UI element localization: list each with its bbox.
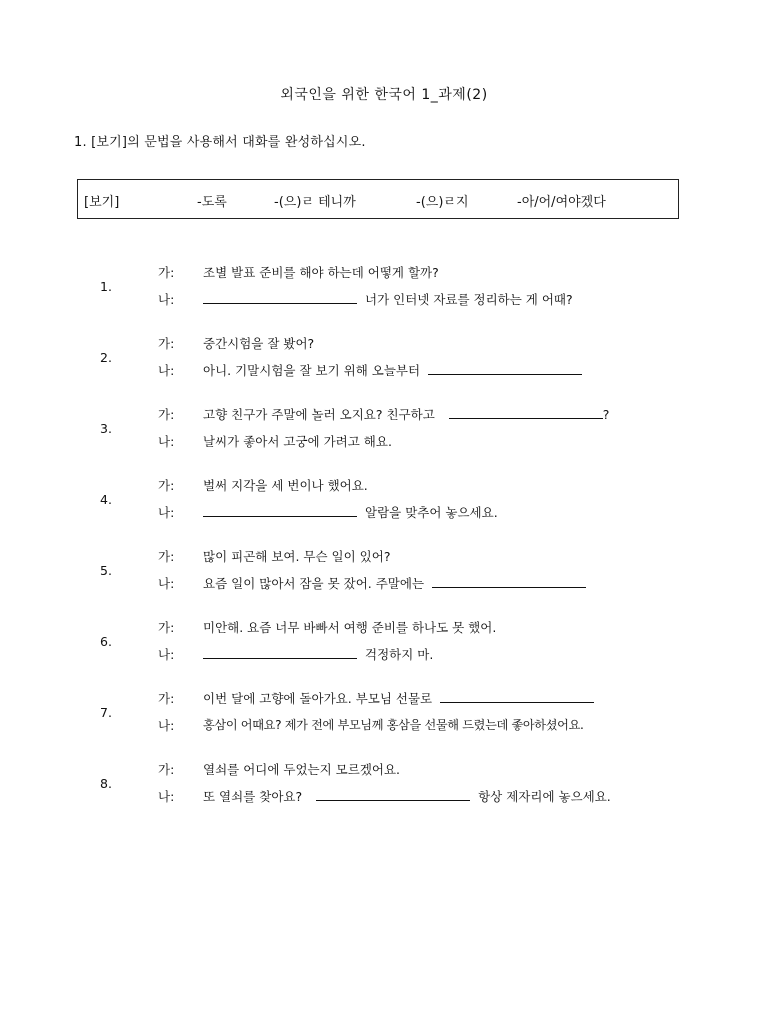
speaker-b: 나: [158, 292, 175, 307]
worksheet-title: 외국인을 위한 한국어 1_과제(2) [280, 87, 488, 103]
speaker-b: 나: [158, 363, 175, 378]
speaker-b: 나: [158, 505, 175, 520]
dialogue-text: 열쇠를 어디에 두었는지 모르겠어요. [203, 762, 401, 777]
item-number: 4. [100, 492, 112, 507]
speaker-b: 나: [158, 789, 175, 804]
speaker-a: 가: [158, 265, 175, 280]
speaker-a: 가: [158, 407, 175, 422]
dialogue-item-8 [0, 764, 768, 824]
speaker-a: 가: [158, 762, 175, 777]
dialogue-text: 조별 발표 준비를 해야 하는데 어떻게 할까? [203, 265, 439, 280]
answer-blank[interactable] [440, 690, 594, 703]
dialogue-item-4 [0, 480, 768, 540]
answer-blank[interactable] [449, 406, 603, 419]
item-number: 3. [100, 421, 112, 436]
answer-blank[interactable] [203, 504, 357, 517]
dialogue-text: 아니. 기말시험을 잘 보기 위해 오늘부터 [203, 361, 582, 379]
answer-blank[interactable] [203, 646, 357, 659]
speaker-a: 가: [158, 478, 175, 493]
answer-blank[interactable] [428, 362, 582, 375]
dialogue-item-7 [0, 693, 768, 753]
dialogue-text: 또 열쇠를 찾아요? 항상 제자리에 놓으세요. [203, 789, 611, 804]
dialogue-text: 중간시험을 잘 봤어? [203, 336, 315, 351]
dialogue-text: 이번 달에 고향에 돌아가요. 부모님 선물로 [203, 689, 594, 707]
item-number: 6. [100, 634, 112, 649]
answer-blank[interactable] [432, 575, 586, 588]
item-number: 1. [100, 279, 112, 294]
item-number: 5. [100, 563, 112, 578]
item-number: 8. [100, 776, 112, 791]
answer-blank[interactable] [203, 291, 357, 304]
dialogue-item-1 [0, 267, 768, 327]
speaker-b: 나: [158, 718, 175, 733]
dialogue-text: 벌써 지각을 세 번이나 했어요. [203, 478, 368, 493]
speaker-b: 나: [158, 647, 175, 662]
dialogue-text: 요즘 일이 많아서 잠을 못 잤어. 주말에는 [203, 574, 586, 592]
dialogue-text: 날씨가 좋아서 고궁에 가려고 해요. [203, 434, 392, 449]
grammar-option: -도록 [197, 195, 227, 210]
dialogue-item-3 [0, 409, 768, 469]
exercise-instruction: 1. [보기]의 문법을 사용해서 대화를 완성하십시오. [74, 135, 366, 150]
item-number: 2. [100, 350, 112, 365]
speaker-a: 가: [158, 620, 175, 635]
dialogue-text: 많이 피곤해 보여. 무슨 일이 있어? [203, 549, 391, 564]
dialogue-text: 걱정하지 마. [203, 645, 433, 663]
dialogue-text: 알람을 맞추어 놓으세요. [203, 503, 498, 521]
example-box-label: [보기] [84, 195, 120, 210]
speaker-a: 가: [158, 336, 175, 351]
grammar-option: -(으)ㄹ 테니까 [274, 195, 356, 210]
grammar-option: -아/어/여야겠다 [517, 195, 606, 210]
answer-blank[interactable] [316, 788, 470, 801]
grammar-option: -(으)ㄹ지 [416, 195, 469, 210]
speaker-b: 나: [158, 434, 175, 449]
speaker-a: 가: [158, 691, 175, 706]
dialogue-text: 홍삼이 어때요? 제가 전에 부모님께 홍삼을 선물해 드렸는데 좋아하셨어요. [203, 718, 584, 732]
dialogue-text: 너가 인터넷 자료를 정리하는 게 어때? [203, 290, 573, 308]
dialogue-text: 미안해. 요즘 너무 바빠서 여행 준비를 하나도 못 했어. [203, 620, 497, 635]
item-number: 7. [100, 705, 112, 720]
dialogue-item-6 [0, 622, 768, 682]
example-grammar-box [77, 179, 679, 219]
dialogue-item-5 [0, 551, 768, 611]
dialogue-text: 고향 친구가 주말에 놀러 오지요? 친구하고 ? [203, 407, 610, 422]
speaker-a: 가: [158, 549, 175, 564]
dialogue-item-2 [0, 338, 768, 398]
speaker-b: 나: [158, 576, 175, 591]
